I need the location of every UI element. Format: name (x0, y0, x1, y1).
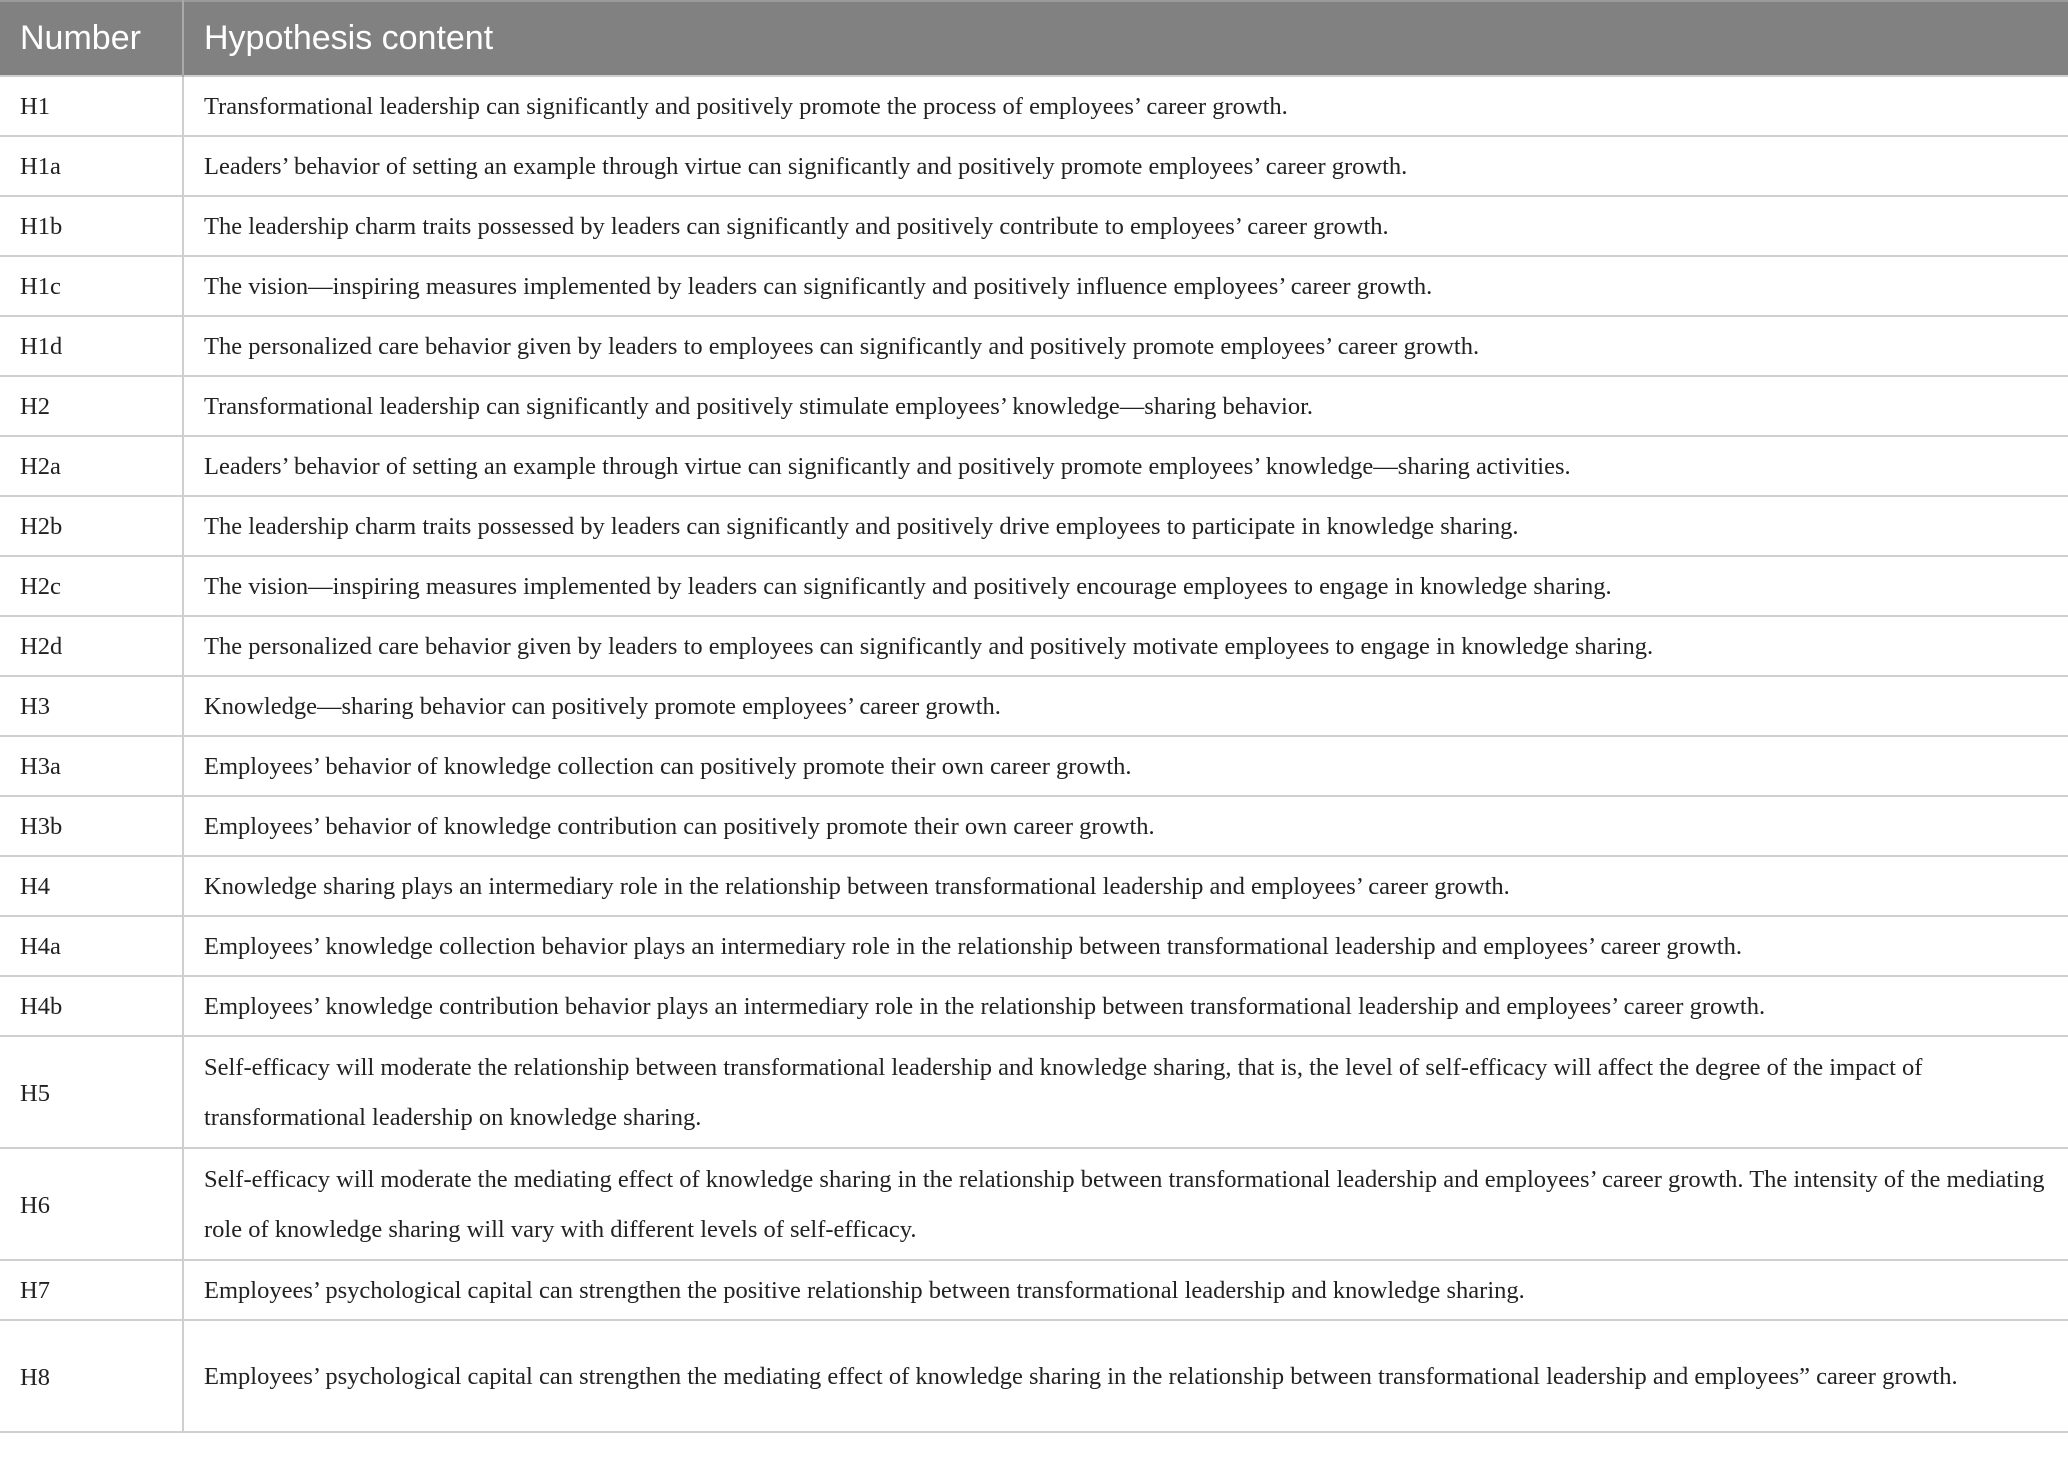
table-row (0, 796, 2068, 856)
hypothesis-number: H1 (0, 76, 183, 136)
hypothesis-content: Employees’ knowledge collection behavior plays an intermediary role in the relationship between transformational leadership and employees’ career growth. (183, 916, 2068, 976)
table-row (0, 556, 2068, 616)
hypothesis-number: H3b (0, 796, 183, 856)
hypothesis-content: Knowledge sharing plays an intermediary role in the relationship between transformational leadership and employees’ career growth. (183, 856, 2068, 916)
table-row (0, 1260, 2068, 1320)
hypothesis-content: The personalized care behavior given by leaders to employees can significantly and positively promote employees’ career growth. (183, 316, 2068, 376)
hypothesis-content: Self-efficacy will moderate the mediating effect of knowledge sharing in the relationship between transformational leadership and employees’ career growth. The intensity of the mediating role of knowledge sharing will vary with different levels of self-efficacy. (183, 1148, 2068, 1260)
header-number: Number (0, 1, 183, 76)
hypothesis-number: H3 (0, 676, 183, 736)
hypothesis-content: The leadership charm traits possessed by leaders can significantly and positively contribute to employees’ career growth. (183, 196, 2068, 256)
header-row (0, 1, 2068, 76)
table-row (0, 136, 2068, 196)
hypothesis-content: The leadership charm traits possessed by leaders can significantly and positively drive employees to participate in knowledge sharing. (183, 496, 2068, 556)
hypothesis-number: H3a (0, 736, 183, 796)
hypothesis-number: H2b (0, 496, 183, 556)
hypothesis-content: Employees’ psychological capital can strengthen the mediating effect of knowledge sharing in the relationship between transformational leadership and employees” career growth. (183, 1320, 2068, 1432)
table-row (0, 616, 2068, 676)
table-row (0, 376, 2068, 436)
hypothesis-content: The personalized care behavior given by leaders to employees can significantly and positively motivate employees to engage in knowledge sharing. (183, 616, 2068, 676)
table-row (0, 1148, 2068, 1260)
hypothesis-content: The vision—inspiring measures implemented by leaders can significantly and positively influence employees’ career growth. (183, 256, 2068, 316)
hypothesis-content: Leaders’ behavior of setting an example through virtue can significantly and positively promote employees’ career growth. (183, 136, 2068, 196)
table-row (0, 856, 2068, 916)
hypothesis-content: The vision—inspiring measures implemented by leaders can significantly and positively encourage employees to engage in knowledge sharing. (183, 556, 2068, 616)
hypothesis-number: H1d (0, 316, 183, 376)
hypothesis-content: Transformational leadership can significantly and positively stimulate employees’ knowledge—sharing behavior. (183, 376, 2068, 436)
hypothesis-number: H2c (0, 556, 183, 616)
hypothesis-number: H2 (0, 376, 183, 436)
hypothesis-number: H1a (0, 136, 183, 196)
table-row (0, 316, 2068, 376)
hypothesis-content: Transformational leadership can significantly and positively promote the process of employees’ career growth. (183, 76, 2068, 136)
table-row (0, 256, 2068, 316)
hypothesis-content: Knowledge—sharing behavior can positively promote employees’ career growth. (183, 676, 2068, 736)
hypothesis-number: H1c (0, 256, 183, 316)
table-row (0, 1036, 2068, 1148)
table-row (0, 916, 2068, 976)
hypothesis-number: H1b (0, 196, 183, 256)
table-row (0, 76, 2068, 136)
hypothesis-number: H4 (0, 856, 183, 916)
table-row (0, 436, 2068, 496)
hypothesis-content: Self-efficacy will moderate the relationship between transformational leadership and knowledge sharing, that is, the level of self-efficacy will affect the degree of the impact of transformational leadership on knowledge sharing. (183, 1036, 2068, 1148)
hypothesis-number: H4a (0, 916, 183, 976)
hypothesis-content: Employees’ behavior of knowledge contribution can positively promote their own career growth. (183, 796, 2068, 856)
table-row (0, 496, 2068, 556)
hypothesis-number: H2a (0, 436, 183, 496)
hypothesis-number: H7 (0, 1260, 183, 1320)
table-row (0, 976, 2068, 1036)
hypothesis-content: Employees’ knowledge contribution behavior plays an intermediary role in the relationship between transformational leadership and employees’ career growth. (183, 976, 2068, 1036)
hypothesis-number: H8 (0, 1320, 183, 1432)
table-row (0, 736, 2068, 796)
hypothesis-content: Leaders’ behavior of setting an example through virtue can significantly and positively promote employees’ knowledge—sharing activities. (183, 436, 2068, 496)
hypothesis-content: Employees’ behavior of knowledge collection can positively promote their own career growth. (183, 736, 2068, 796)
header-hypothesis-content: Hypothesis content (183, 1, 2068, 76)
table-row (0, 1320, 2068, 1432)
table-row (0, 676, 2068, 736)
hypothesis-number: H4b (0, 976, 183, 1036)
table-row (0, 196, 2068, 256)
hypothesis-number: H2d (0, 616, 183, 676)
hypothesis-content: Employees’ psychological capital can strengthen the positive relationship between transformational leadership and knowledge sharing. (183, 1260, 2068, 1320)
hypothesis-number: H5 (0, 1036, 183, 1148)
hypothesis-number: H6 (0, 1148, 183, 1260)
